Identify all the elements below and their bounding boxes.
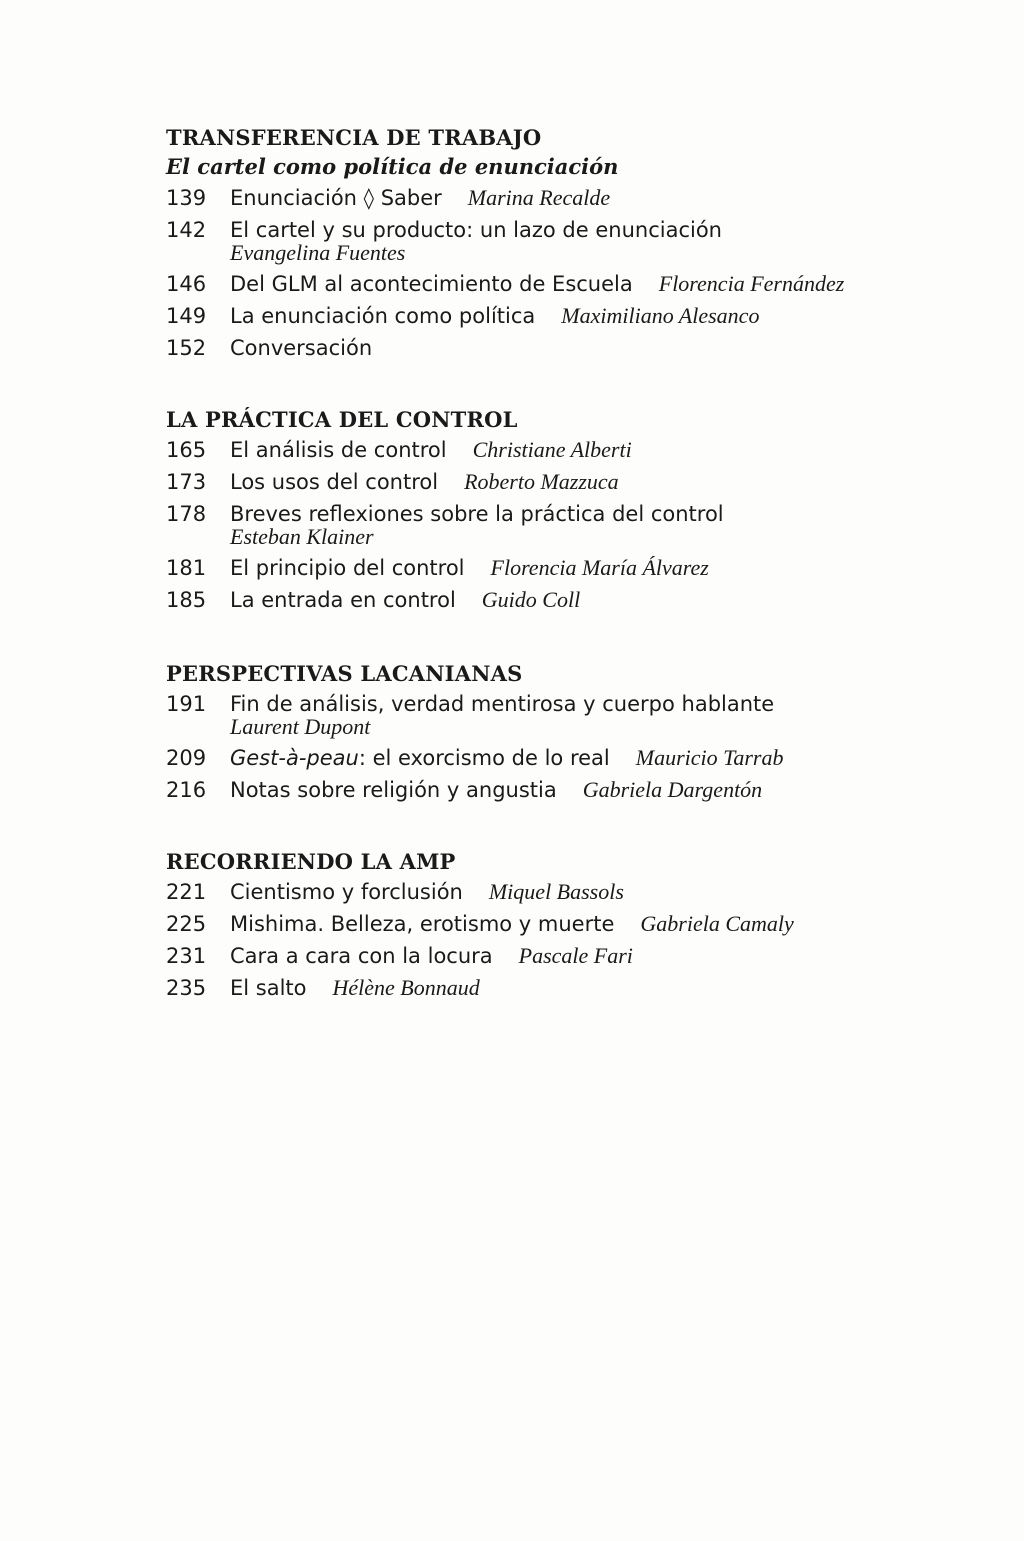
entry-author: Pascale Fari	[518, 943, 633, 968]
entry-author: Maximiliano Alesanco	[561, 303, 760, 328]
toc-entry[interactable]	[166, 300, 966, 332]
entry-author: Christiane Alberti	[472, 437, 632, 462]
toc-entry[interactable]	[166, 876, 966, 908]
entry-author: Gabriela Camaly	[640, 911, 794, 936]
section-heading: PERSPECTIVAS LACANIANAS	[166, 661, 523, 686]
page-number: 221	[166, 880, 207, 904]
toc-entry[interactable]	[166, 182, 966, 214]
entry-title: La enunciación como política	[230, 304, 536, 328]
toc-entry[interactable]	[166, 742, 966, 774]
entry-title-rest: : el exorcismo de lo real	[358, 746, 610, 770]
page-number: 185	[166, 588, 207, 612]
toc-entry[interactable]	[166, 214, 966, 264]
toc-entry[interactable]	[166, 972, 966, 1004]
section-subheading: El cartel como política de enunciación	[166, 154, 619, 179]
entry-title: El análisis de control	[230, 438, 447, 462]
page-number: 209	[166, 746, 207, 770]
entry-author: Miquel Bassols	[488, 879, 624, 904]
entry-author: Gabriela Dargentón	[582, 777, 763, 802]
section-heading: LA PRÁCTICA DEL CONTROL	[166, 407, 518, 432]
entry-title: Notas sobre religión y angustia	[230, 778, 557, 802]
toc-entry[interactable]	[166, 268, 966, 300]
entry-author: Esteban Klainer	[230, 524, 374, 549]
toc-section-practica-control	[166, 406, 966, 616]
section-heading: TRANSFERENCIA DE TRABAJO	[166, 125, 542, 150]
page-number: 152	[166, 336, 207, 360]
entry-title: Breves reflexiones sobre la práctica del control	[230, 502, 724, 526]
toc-section-transferencia	[166, 124, 966, 364]
page-number: 225	[166, 912, 207, 936]
entry-title: Del GLM al acontecimiento de Escuela	[230, 272, 633, 296]
entry-title: El cartel y su producto: un lazo de enunciación	[230, 218, 722, 242]
entry-title: El salto	[230, 976, 307, 1000]
entry-title: Cara a cara con la locura	[230, 944, 493, 968]
entry-author: Florencia María Álvarez	[490, 555, 709, 580]
page-number: 181	[166, 556, 207, 580]
section-heading: RECORRIENDO LA AMP	[166, 849, 456, 874]
page-number: 191	[166, 692, 207, 716]
entry-title: La entrada en control	[230, 588, 456, 612]
entry-title: Fin de análisis, verdad mentirosa y cuerpo hablante	[230, 692, 775, 716]
entry-author: Marina Recalde	[467, 185, 611, 210]
page-number: 216	[166, 778, 207, 802]
page-number: 235	[166, 976, 207, 1000]
toc-entry[interactable]	[166, 908, 966, 940]
toc-entry[interactable]	[166, 552, 966, 584]
entry-author: Mauricio Tarrab	[635, 745, 784, 770]
entry-author: Guido Coll	[481, 587, 581, 612]
toc-entry[interactable]	[166, 584, 966, 616]
entry-title: El principio del control	[230, 556, 465, 580]
entry-author: Roberto Mazzuca	[464, 469, 619, 494]
entry-title-italic: Gest-à-peau	[230, 746, 359, 770]
page-number: 139	[166, 186, 207, 210]
entry-title: Cientismo y forclusión	[230, 880, 463, 904]
page-number: 178	[166, 502, 207, 526]
toc-section-perspectivas	[166, 660, 966, 806]
entry-title: Los usos del control	[230, 470, 439, 494]
page-number: 142	[166, 218, 207, 242]
entry-author: Florencia Fernández	[658, 271, 845, 296]
toc-entry[interactable]	[166, 332, 966, 364]
toc-entry[interactable]	[166, 498, 966, 548]
page-number: 165	[166, 438, 207, 462]
page-number: 146	[166, 272, 207, 296]
page-number: 173	[166, 470, 207, 494]
toc-entry[interactable]	[166, 940, 966, 972]
entry-author: Evangelina Fuentes	[230, 240, 406, 265]
entry-author: Laurent Dupont	[230, 714, 371, 739]
page-number: 231	[166, 944, 207, 968]
entry-title	[230, 746, 610, 770]
entry-author: Hélène Bonnaud	[332, 975, 480, 1000]
entry-title: Mishima. Belleza, erotismo y muerte	[230, 912, 615, 936]
page-number: 149	[166, 304, 207, 328]
toc-entry[interactable]	[166, 688, 966, 738]
toc-entry[interactable]	[166, 466, 966, 498]
entry-title: Enunciación ◊ Saber	[230, 186, 442, 210]
toc-section-recorriendo-amp	[166, 848, 966, 1004]
entry-title: Conversación	[230, 336, 373, 360]
toc-entry[interactable]	[166, 774, 966, 806]
toc-entry[interactable]	[166, 434, 966, 466]
